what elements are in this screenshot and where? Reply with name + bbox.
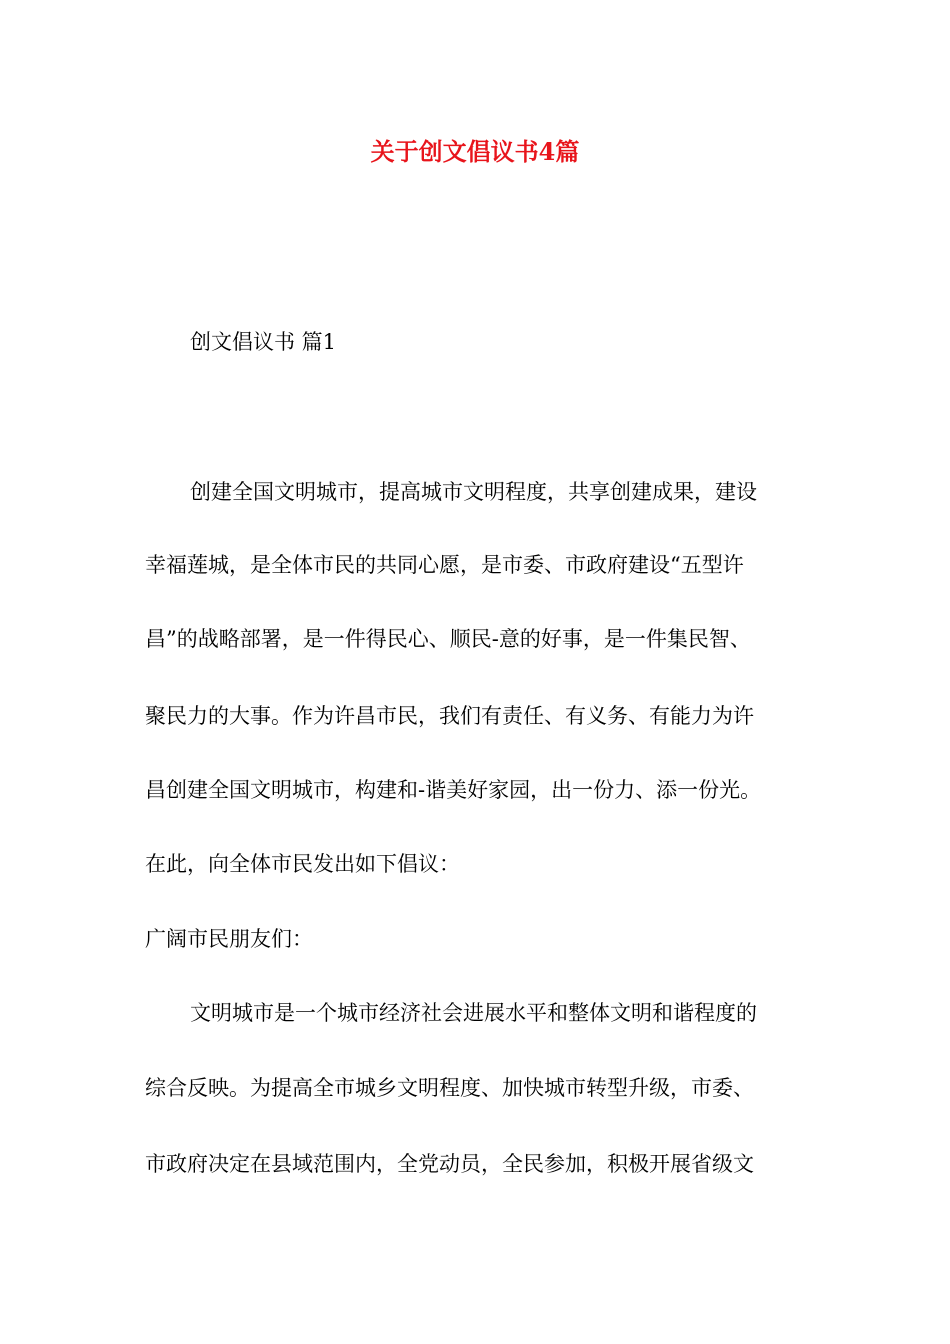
paragraph-line: 聚民力的大事。作为许昌市民，我们有责任、有义务、有能力为许	[145, 704, 754, 728]
paragraph-line: 昌创建全国文明城市，构建和-谐美好家园，出一份力、添一份光。	[145, 778, 762, 802]
paragraph-line: 幸福莲城，是全体市民的共同心愿，是市委、市政府建设“五型许	[145, 553, 744, 577]
document-title: 关于创文倡议书4篇	[370, 137, 580, 166]
paragraph-line: 广阔市民朋友们：	[145, 927, 313, 951]
section-heading: 创文倡议书 篇1	[190, 330, 337, 354]
paragraph-line: 文明城市是一个城市经济社会进展水平和整体文明和谐程度的	[190, 1001, 757, 1025]
paragraph-line: 创建全国文明城市，提高城市文明程度，共享创建成果，建设	[190, 480, 757, 504]
paragraph-line: 在此，向全体市民发出如下倡议：	[145, 852, 460, 876]
paragraph-line: 综合反映。为提高全市城乡文明程度、加快城市转型升级，市委、	[145, 1076, 754, 1100]
paragraph-line: 市政府决定在县域范围内，全党动员，全民参加，积极开展省级文	[145, 1152, 754, 1176]
paragraph-line: 昌”的战略部署，是一件得民心、顺民-意的好事，是一件集民智、	[145, 627, 751, 651]
